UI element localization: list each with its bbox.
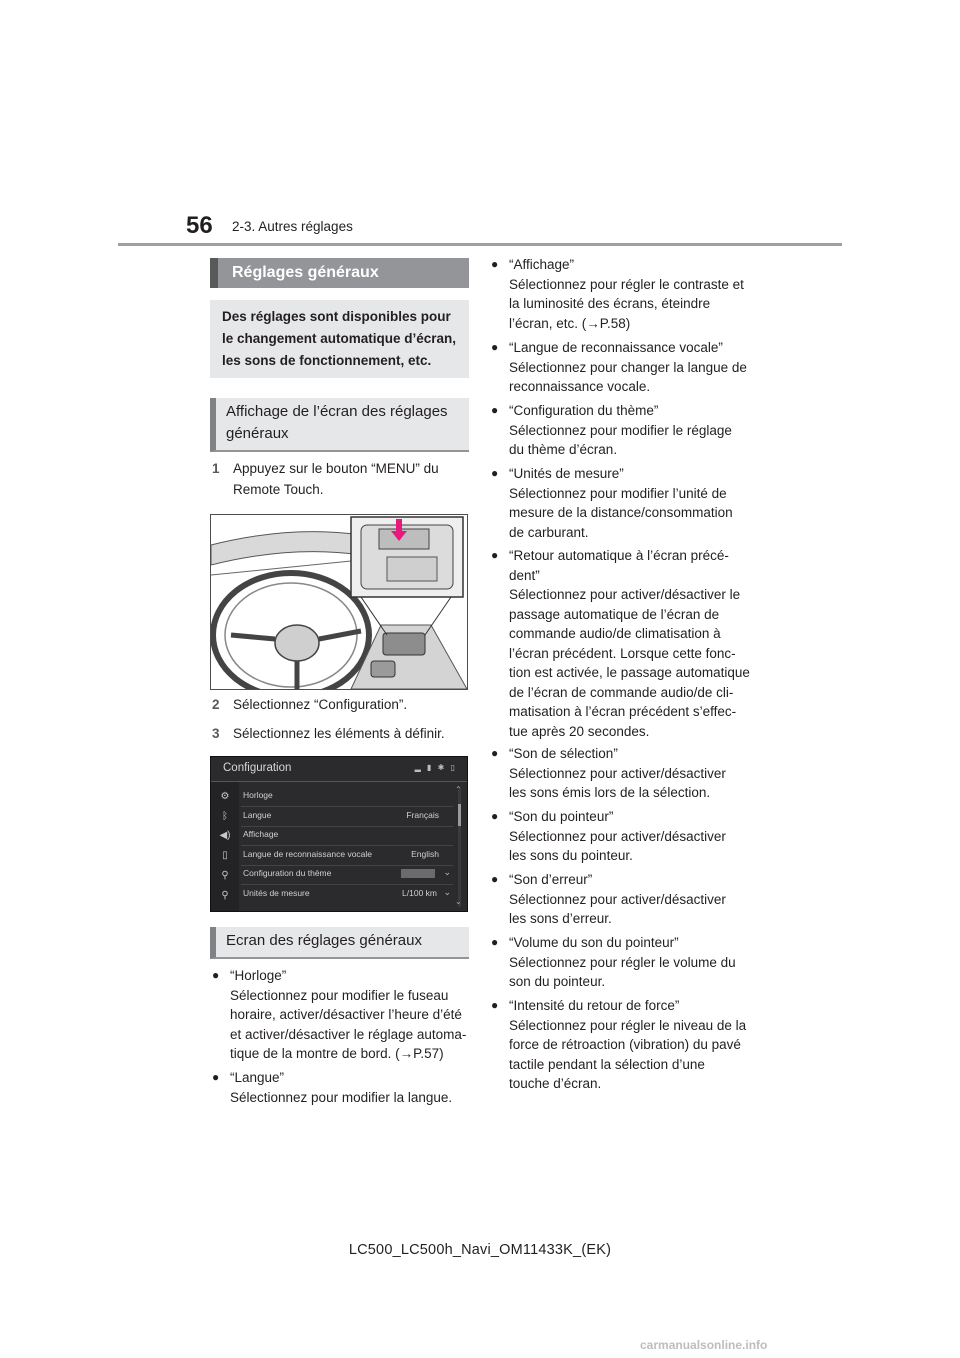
bluetooth-icon[interactable]: ᛒ — [222, 811, 228, 822]
bullet-line: tactile pendant la sélection d’une — [509, 1056, 705, 1072]
bullet-line: matisation à l’écran précédent s’effec- — [509, 704, 737, 719]
page-number: 56 — [186, 212, 213, 239]
bullet-line: Sélectionnez pour changer la langue de — [509, 359, 747, 375]
step-text: Appuyez sur le bouton “MENU” du Remote Touch. — [233, 461, 439, 497]
bullet-son-selection — [491, 744, 753, 804]
watermark: carmanualsonline.info — [640, 1338, 768, 1352]
bullet-unites-mesure — [491, 464, 753, 544]
bullet-title: “Unités de mesure” — [509, 466, 624, 481]
bullet-dot-icon: ● — [491, 935, 499, 949]
bullet-title: “Configuration du thème” — [509, 403, 659, 418]
status-icons: ▂ ▮ ✱ ▯ — [414, 763, 457, 772]
bullet-dot-icon: ● — [491, 872, 499, 886]
theme-swatch — [401, 869, 435, 878]
bullet-line: Sélectionnez pour modifier le fuseau — [230, 987, 449, 1003]
bullet-line: les sons d’erreur. — [509, 911, 612, 926]
row-label: Horloge — [243, 790, 273, 800]
bullet-title: “Son de sélection” — [509, 746, 618, 761]
bullet-line: reconnaissance vocale. — [509, 379, 651, 394]
step-1 — [212, 458, 470, 502]
intro-box — [210, 300, 469, 378]
bullet-dot-icon: ● — [491, 998, 499, 1012]
row-label: Langue — [243, 810, 272, 820]
car-icon[interactable]: ⚲ — [221, 870, 229, 881]
header-divider — [118, 243, 842, 246]
bullet-line: Sélectionnez pour activer/désactiver — [509, 765, 726, 781]
intro-text: Des réglages sont disponibles pour le changement automatique d’écran, les sons de fonctionnement, etc. — [222, 309, 457, 368]
subsection-title-screen: Ecran des réglages généraux — [210, 927, 469, 959]
bullet-line: Sélectionnez pour régler le contraste et — [509, 276, 744, 292]
bullet-dot-icon: ● — [212, 1070, 220, 1084]
document-code: LC500_LC500h_Navi_OM11433K_(EK) — [348, 1242, 612, 1258]
bullet-line: touche d’écran. — [509, 1076, 602, 1091]
bullet-title: “Son d’erreur” — [509, 872, 593, 887]
screen-title: Configuration — [223, 762, 292, 774]
menu-row-langue[interactable] — [241, 807, 453, 827]
bullet-langue — [212, 1068, 474, 1110]
bullet-line: la luminosité des écrans, éteindre — [509, 296, 711, 311]
main-section-title: Réglages généraux — [210, 258, 469, 288]
bullet-son-pointeur — [491, 807, 753, 867]
bullet-dot-icon: ● — [491, 340, 499, 354]
bullet-line: du thème d’écran. — [509, 442, 618, 457]
row-value: English — [411, 849, 439, 859]
section-label: 2-3. Autres réglages — [232, 219, 353, 234]
remote-touch-illustration-svg — [211, 515, 467, 689]
bullet-affichage — [491, 255, 753, 335]
bullet-horloge — [212, 966, 474, 1066]
bullet-line: l’écran, etc. (→P.58) — [509, 315, 631, 331]
bullet-line: Sélectionnez pour modifier l’unité de — [509, 485, 727, 501]
step-text: Sélectionnez “Configuration”. — [233, 697, 408, 712]
bullet-line: l’écran précédent. Lorsque cette fonc- — [509, 645, 736, 661]
bullet-dot-icon: ● — [212, 968, 220, 982]
bullet-line: les sons émis lors de la sélection. — [509, 785, 711, 800]
row-label: Affichage — [243, 829, 279, 839]
bullet-line: tion est activée, le passage automatique — [509, 665, 750, 680]
step-number: 3 — [212, 726, 220, 741]
step-2 — [212, 694, 470, 716]
chevron-down-icon[interactable]: ⌄ — [443, 887, 451, 897]
menu-row-affichage[interactable] — [241, 826, 453, 846]
bullet-retour-automatique — [491, 546, 753, 742]
bullet-dot-icon: ● — [491, 746, 499, 760]
bullet-line: tue après 20 secondes. — [509, 723, 650, 739]
bullet-title: “Retour automatique à l’écran précé- — [509, 548, 729, 563]
bullet-title: “Horloge” — [230, 968, 287, 983]
bullet-line: dent” — [509, 567, 540, 583]
bullet-title: “Volume du son du pointeur” — [509, 935, 679, 950]
bullet-configuration-theme — [491, 401, 753, 461]
step-3 — [212, 723, 470, 745]
bullet-line: Sélectionnez pour modifier la langue. — [230, 1089, 453, 1105]
bullet-line: Sélectionnez pour activer/désactiver — [509, 891, 726, 907]
bullet-dot-icon: ● — [491, 403, 499, 417]
bullet-line: Sélectionnez pour régler le volume du — [509, 954, 736, 970]
row-label: Langue de reconnaissance vocale — [243, 849, 373, 859]
bullet-son-erreur — [491, 870, 753, 930]
menu-row-langue-reconnaissance[interactable] — [241, 846, 453, 866]
step-text: Sélectionnez les éléments à définir. — [233, 726, 445, 741]
step-number: 1 — [212, 461, 220, 476]
row-label: Configuration du thème — [243, 868, 332, 878]
bullet-line: de carburant. — [509, 524, 589, 540]
screen-divider — [211, 781, 467, 782]
bullet-line: son du pointeur. — [509, 974, 606, 989]
bullet-dot-icon: ● — [491, 466, 499, 480]
seat-icon[interactable]: ⚲ — [221, 890, 229, 901]
bullet-line: horaire, activer/désactiver l’heure d’été — [230, 1007, 462, 1022]
subsection-title-display: Affichage de l’écran des réglages généraux — [210, 398, 469, 452]
bullet-title: “Langue de reconnaissance vocale” — [509, 340, 723, 355]
menu-row-unites-mesure[interactable] — [241, 885, 453, 904]
row-value: L/100 km — [402, 888, 437, 898]
bullet-line: force de rétroaction (vibration) du pavé — [509, 1037, 741, 1052]
menu-row-configuration-theme[interactable] — [241, 865, 453, 885]
bullet-volume-pointeur — [491, 933, 753, 993]
bullet-title: “Langue” — [230, 1070, 285, 1085]
bullet-line: Sélectionnez pour activer/désactiver — [509, 828, 726, 844]
bullet-line: mesure de la distance/consommation — [509, 505, 733, 520]
bullet-line: tique de la montre de bord. (→P.57) — [230, 1046, 444, 1061]
bullet-line: Sélectionnez pour modifier le réglage — [509, 422, 732, 438]
configuration-screen — [210, 756, 468, 912]
car-interior-illustration — [210, 514, 468, 690]
bullet-line: les sons du pointeur. — [509, 848, 633, 863]
bullet-line: Sélectionnez pour activer/désactiver le — [509, 587, 741, 602]
speaker-icon[interactable]: ◀) — [219, 830, 231, 841]
menu-row-horloge[interactable] — [241, 787, 453, 807]
row-label: Unités de mesure — [243, 888, 310, 898]
bullet-langue-reconnaissance — [491, 338, 753, 398]
chevron-down-icon[interactable]: ⌄ — [443, 867, 451, 877]
row-value: Français — [406, 810, 439, 820]
screen-side-menu — [211, 782, 239, 912]
bullet-dot-icon: ● — [491, 809, 499, 823]
bullet-line: et activer/désactiver le réglage automa- — [230, 1026, 467, 1042]
gear-icon[interactable]: ⚙ — [220, 791, 230, 802]
bullet-title: “Intensité du retour de force” — [509, 998, 680, 1013]
bullet-line: commande audio/de climatisation à — [509, 626, 721, 641]
bullet-dot-icon: ● — [491, 257, 499, 271]
chevron-up-icon[interactable]: ⌃ — [455, 785, 462, 794]
bullet-dot-icon: ● — [491, 548, 499, 562]
bullet-intensite-retour-force — [491, 996, 753, 1096]
bullet-line: passage automatique de l’écran de — [509, 606, 720, 622]
bullet-line: de l’écran de commande audio/de cli- — [509, 684, 734, 700]
bullet-title: “Son du pointeur” — [509, 809, 614, 824]
chevron-down-icon[interactable]: ⌄ — [455, 897, 462, 906]
bullet-title: “Affichage” — [509, 257, 575, 272]
phone-icon[interactable]: ▯ — [222, 850, 228, 861]
bullet-line: Sélectionnez pour régler le niveau de la — [509, 1017, 747, 1033]
scrollbar-thumb[interactable] — [458, 804, 461, 826]
step-number: 2 — [212, 697, 220, 712]
